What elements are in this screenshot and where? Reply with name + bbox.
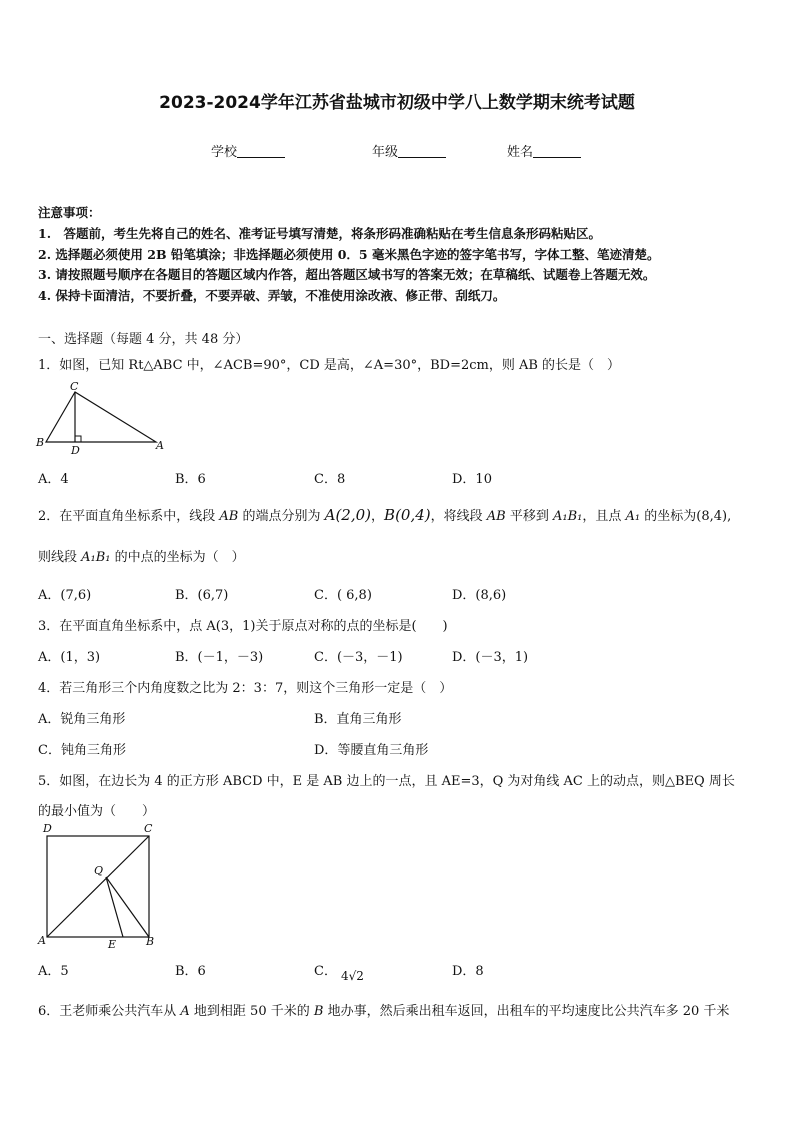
q3-option-d: D．(－3，1) [452, 650, 529, 665]
question-2-stem [38, 505, 731, 524]
q3-option-b: B．(－1，－3) [175, 650, 264, 665]
school-blank [237, 145, 285, 158]
q6-place-a: A [180, 1004, 190, 1019]
q6-text-3: 地办事，然后乘出租车返回，出租车的平均速度比公共汽车多 20 千米 [323, 1004, 730, 1019]
q5-option-c [314, 960, 364, 983]
q3-option-a: A．(1，3) [38, 650, 101, 665]
page-title: 2023-2024学年江苏省盐城市初级中学八上数学期末统考试题 [159, 93, 635, 113]
q2-point-a: A(2,0) [324, 506, 372, 524]
q2-segment-ab: AB [219, 509, 239, 524]
q1-option-b: B．6 [175, 472, 206, 487]
label-d: D [43, 822, 52, 835]
q2-point-b: B(0,4) [384, 506, 431, 524]
q6-place-b: B [313, 1004, 324, 1019]
question-5-stem: 5．如图，在边长为 4 的正方形 ABCD 中，E 是 AB 边上的一点，且 AE=3，Q 为对角线 AC 上的动点，则△BEQ 周长 [38, 774, 735, 789]
q4-option-c: C．钝角三角形 [38, 743, 126, 758]
q2-text-1: 2．在平面直角坐标系中，线段 [38, 509, 220, 524]
school-label: 学校 [211, 145, 238, 160]
q5-option-d: D．8 [452, 964, 484, 979]
q6-text-1: 6．王老师乘公共汽车从 [38, 1004, 181, 1019]
q4-option-b: B．直角三角形 [314, 712, 402, 727]
segment-qe [106, 877, 123, 937]
q2-segment-a1b1-2: A₁B₁ [81, 550, 111, 565]
q4-option-d: D．等腰直角三角形 [314, 743, 429, 758]
label-a: A [38, 934, 46, 947]
q5-option-b: B．6 [175, 964, 206, 979]
q5-option-c-math: 4√2 [340, 969, 364, 983]
note-item-2: 2. 选择题必须使用 2B 铅笔填涂；非选择题必须使用 0．5 毫米黑色字迹的签字笔书写，字体工整、笔迹清楚。 [38, 247, 660, 262]
q1-option-d: D．10 [452, 472, 492, 487]
q2-option-a: A．(7,6) [38, 588, 92, 603]
q2-text-3: ，将线段 [430, 509, 487, 524]
q2-text-8: 的中点的坐标为（ ） [110, 550, 245, 565]
grade-blank [398, 145, 446, 158]
name-field [507, 141, 581, 160]
q2-option-c: C．( 6,8) [314, 588, 372, 603]
question-1-stem: 1．如图，已知 Rt△ABC 中，∠ACB=90°，CD 是高，∠A=30°，BD=2cm，则 AB 的长是（ ） [38, 358, 621, 373]
q2-option-d: D．(8,6) [452, 588, 507, 603]
triangle-abc [46, 392, 156, 442]
q2-segment-ab-2: AB [486, 509, 506, 524]
school-field [211, 141, 285, 160]
q1-option-c: C．8 [314, 472, 346, 487]
grade-label: 年级 [372, 145, 399, 160]
diagonal-ac [47, 836, 149, 937]
question-6-stem [38, 1000, 729, 1019]
q4-option-a: A．锐角三角形 [38, 712, 126, 727]
q2-comma: ， [371, 509, 385, 524]
q2-point-a1: A₁ [625, 509, 641, 524]
right-angle-mark [75, 436, 81, 442]
label-a: A [156, 439, 164, 452]
q2-text-2: 的端点分别为 [238, 509, 325, 524]
note-item-1: 1. 答题前，考生先将自己的姓名、准考证号填写清楚，将条形码准确粘贴在考生信息条形码粘贴区。 [38, 226, 602, 241]
q3-option-c: C．(－3，－1) [314, 650, 403, 665]
question-1-figure [32, 380, 172, 460]
question-5-figure [34, 820, 164, 952]
label-e: E [108, 938, 117, 951]
question-2-stem-line2 [38, 546, 245, 565]
label-c: C [70, 380, 79, 393]
q6-text-2: 地到相距 50 千米的 [189, 1004, 314, 1019]
q2-text-5: ，且点 [582, 509, 626, 524]
name-blank [533, 145, 581, 158]
q5-option-c-label: C． [314, 964, 337, 979]
question-4-stem: 4．若三角形三个内角度数之比为 2：3：7，则这个三角形一定是（ ） [38, 681, 453, 696]
question-5-stem-line2: 的最小值为（ ） [38, 804, 156, 819]
label-d: D [71, 444, 80, 457]
q2-text-7: 则线段 [38, 550, 82, 565]
name-label: 姓名 [507, 145, 534, 160]
grade-field [372, 141, 446, 160]
q2-text-6: 的坐标为(8,4), [640, 509, 732, 524]
q2-option-b: B．(6,7) [175, 588, 229, 603]
q2-segment-a1b1: A₁B₁ [553, 509, 583, 524]
segment-qb [106, 877, 149, 937]
label-b: B [36, 436, 45, 449]
q1-option-a: A．4 [38, 472, 69, 487]
label-q: Q [94, 864, 104, 877]
label-b: B [146, 935, 155, 948]
q2-text-4: 平移到 [505, 509, 553, 524]
question-3-stem: 3．在平面直角坐标系中，点 A(3，1)关于原点对称的点的坐标是( ) [38, 619, 448, 634]
label-c: C [144, 822, 153, 835]
section-heading: 一、选择题（每题 4 分，共 48 分） [38, 332, 249, 347]
notes-heading: 注意事项： [38, 205, 101, 220]
note-item-3: 3. 请按照题号顺序在各题目的答题区域内作答，超出答题区域书写的答案无效；在草稿纸、试题卷上答题无效。 [38, 267, 656, 282]
note-item-4: 4. 保持卡面清洁，不要折叠，不要弄破、弄皱，不准使用涂改液、修正带、刮纸刀。 [38, 288, 506, 303]
q5-option-a: A．5 [38, 964, 69, 979]
